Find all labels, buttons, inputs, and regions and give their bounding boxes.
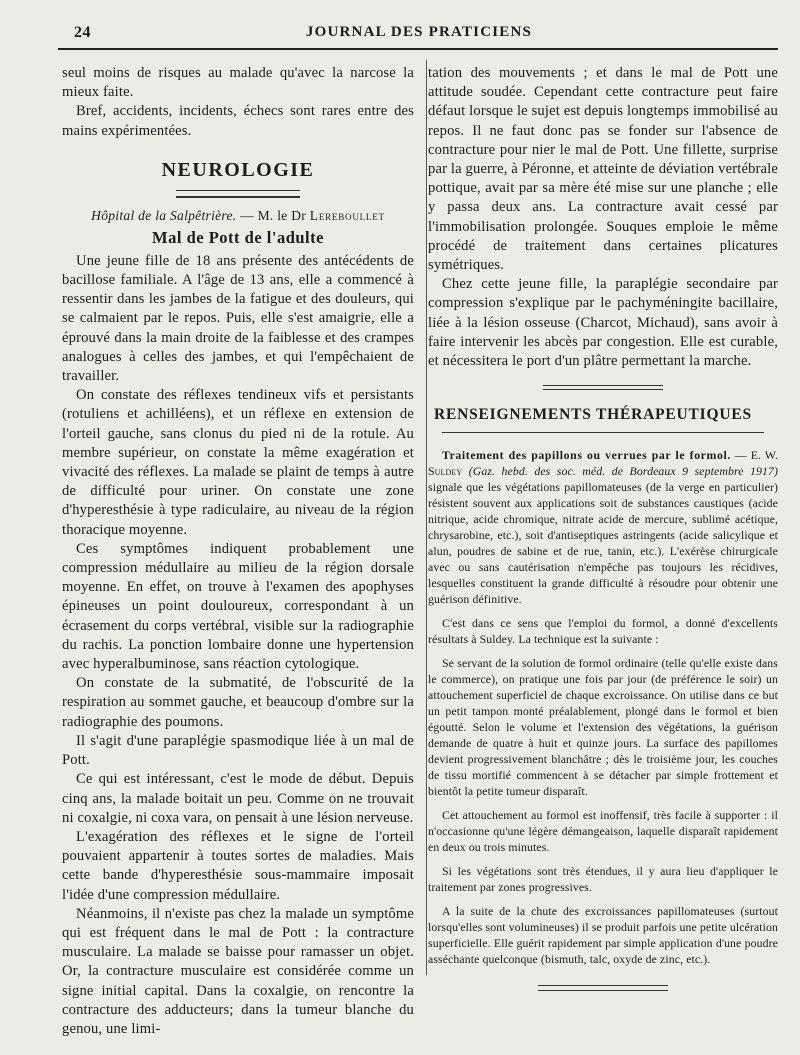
author-name: Lereboullet [309, 207, 385, 223]
intro-paragraph: Bref, accidents, incidents, échecs sont rares entre des mains expérimentées. [62, 103, 414, 139]
left-column [62, 64, 414, 1039]
column-divider [426, 60, 427, 975]
article-paragraph: On constate de la submatité, de l'obscurité de la respiration au sommet gauche, et beaucoup d'ombre sur la radiographie des poumons. [62, 675, 414, 730]
treatment-source: (Gaz. hebd. des soc. méd. de Bordeaux 9 septembre 1917) [462, 464, 778, 479]
section-title-neurologie: NEUROLOGIE [161, 158, 315, 181]
page-number: 24 [74, 24, 91, 41]
treatment-intro-text: signale que les végétations papillomateuses (de la verge en particulier) résistent souvent aux applications soit de substances caustiques (acide nitrique, acide chromique, nitrate acide de mercure, sublimé acétique, chrysarobine, etc.), soit d'antiseptiques astringents (acide salicylique et alun, poudres de sabine et de rue, tanin, etc.). L'exérèse chirurgicale avec ou sans cautérisation n'empêche pas toujours les récidives, lesquelles constituent la grande difficulté à résoudre pour obtenir une guérison définitive. [428, 480, 778, 607]
article-byline [62, 208, 414, 224]
section-rule [442, 432, 764, 433]
right-column [428, 64, 778, 991]
end-ornament [538, 985, 668, 991]
intro-paragraph: seul moins de risques au malade qu'avec la narcose la mieux faite. [62, 65, 414, 101]
article-paragraph: Néanmoins, il n'existe pas chez la malade un symptôme qui est fréquent dans le mal de Pott : la contracture musculaire. La malade se baisse pour ramasser un objet. Or, la contracture musculaire est considérée comme un signe initial capital. Dans la coxalgie, on rencontre la contracture des adducteurs; dans la tumeur blanche du genou, une limi- [62, 905, 414, 1037]
article-paragraph: Chez cette jeune fille, la paraplégie secondaire par compression s'explique par le pachyméningite bacillaire, liée à la lésion osseuse (Charcot, Michaud), sans avoir à faire intervenir les abcès par congestion. Elle est curable, et nécessitera le port d'un plâtre permettant la marche. [428, 276, 778, 370]
article-paragraph: Une jeune fille de 18 ans présente des antécédents de bacillose familiale. A l'âge de 13 ans, elle a commencé à ressentir dans les jambes de la fatigue et des douleurs, qui se calmaient par le repos. Puis, elle s'est amaigrie, elle a éprouvé dans la main droite de la faiblesse et des crampes analogues à celles des jambes, et qui l'empêchaient de travailler. [62, 252, 414, 385]
treatment-paragraph: Cet attouchement au formol est inoffensif, très facile à supporter : il n'occasionne qu'une légère démangeaison, laquelle disparaît rapidement en deux ou trois minutes. [428, 808, 778, 855]
section-ornament [543, 385, 663, 390]
journal-title: JOURNAL DES PRATICIENS [305, 24, 533, 40]
article-paragraph: On constate des réflexes tendineux vifs et persistants (rotuliens et achilléens), et un réflexe en extension de l'orteil gauche, sans clonus du pied ni de la rotule. Au membre supérieur, on constate la même exagération et vivacité des réflexes. La malade se plaint de temps à autre de difficulté pour uriner. On constate une zone d'hyperesthésie à type radiculaire, au niveau de la région thoracique moyenne. [62, 387, 414, 538]
header-rule [58, 48, 778, 50]
treatment-paragraph: Si les végétations sont très étendues, il y aura lieu d'appliquer le traitement par zones progressives. [428, 864, 778, 895]
article-paragraph: Ce qui est intéressant, c'est le mode de début. Depuis cinq ans, la malade boitait un peu. Comme on ne trouvait ni coxalgie, ni coxa vara, on pensait à une lésion nerveuse. [62, 771, 414, 826]
treatment-paragraph: Se servant de la solution de formol ordinaire (telle qu'elle existe dans le commerce), on pratique une fois par jour (de préférence le soir) un attouchement superficiel de chaque excroissance. On utilise dans ce but un petit tampon monté préalablement, plongé dans le formol et bien égoutté. Selon le volume et l'extension des végétations, la guérison demande de quatre à huit et quinze jours. La surface des papillomes devient progressivement blanchâtre ; dès le troisième jour, les couches de tissu mortifié commencent à se détacher par simple frottement et bientôt la petite tumeur disparaît. [428, 656, 778, 799]
article-paragraph: L'exagération des réflexes et le signe de l'orteil pouvaient appartenir à toutes sortes de maladies. Mais cette bande d'hyperesthésie sous-mammaire imposait l'idée d'une compression médullaire. [62, 828, 414, 903]
treatment-paragraph: A la suite de la chute des excroissances papillomateuses (surtout lorsqu'elles sont volumineuses) il se produit parfois une petite ulcération superficielle. Elle guérit rapidement par simple application d'une poudre asséchante quelconque (bismuth, talc, oxyde de zinc, etc.). [428, 904, 778, 967]
treatment-intro [428, 447, 778, 607]
treatment-dash: — E. W. [730, 448, 779, 463]
section-ornament [176, 190, 300, 198]
page-header [60, 24, 778, 44]
treatment-title: Traitement des papillons ou verrues par le formol. [442, 448, 731, 463]
article-title: Mal de Pott de l'adulte [152, 227, 324, 247]
section-title-renseignements: RENSEIGNEMENTS THÉRAPEUTIQUES [434, 406, 752, 424]
byline-dash: — M. le Dr [236, 207, 310, 223]
hospital-name: Hôpital de la Salpêtrière. [91, 207, 237, 223]
treatment-paragraph: C'est dans ce sens que l'emploi du formol, a donné d'excellents résultats à Suldey. La technique est la suivante : [428, 616, 778, 647]
treatment-author: Suldey [428, 464, 463, 479]
article-paragraph: Ces symptômes indiquent probablement une compression médullaire au milieu de la région dorsale moyenne. En effet, on trouve à l'examen des apophyses épineuses un point douloureux, correspondant à un écrasement du corps vertébral, visible sur la radiographie du rachis. La ponction lombaire donne une hypertension avec hyperalbuminose, sans réaction cytologique. [62, 540, 414, 673]
article-paragraph: tation des mouvements ; et dans le mal de Pott une attitude soudée. Cependant cette contracture peut faire défaut lorsque le sujet est depuis longtemps immobilisé au repos. Il ne faut donc pas se fonder sur l'absence de contracture pour nier le mal de Pott. Une fillette, surprise par la guerre, à Péronne, et atteinte de déviation vertébrale pottique, avait par sa mère été mise sur une planche ; elle y passa deux ans. La contracture avait cessé par l'immobilisation prolongée. Souques emploie le même procédé de traitement dans certaines plicatures symétriques. [428, 65, 778, 274]
article-paragraph: Il s'agit d'une paraplégie spasmodique liée à un mal de Pott. [62, 732, 414, 769]
